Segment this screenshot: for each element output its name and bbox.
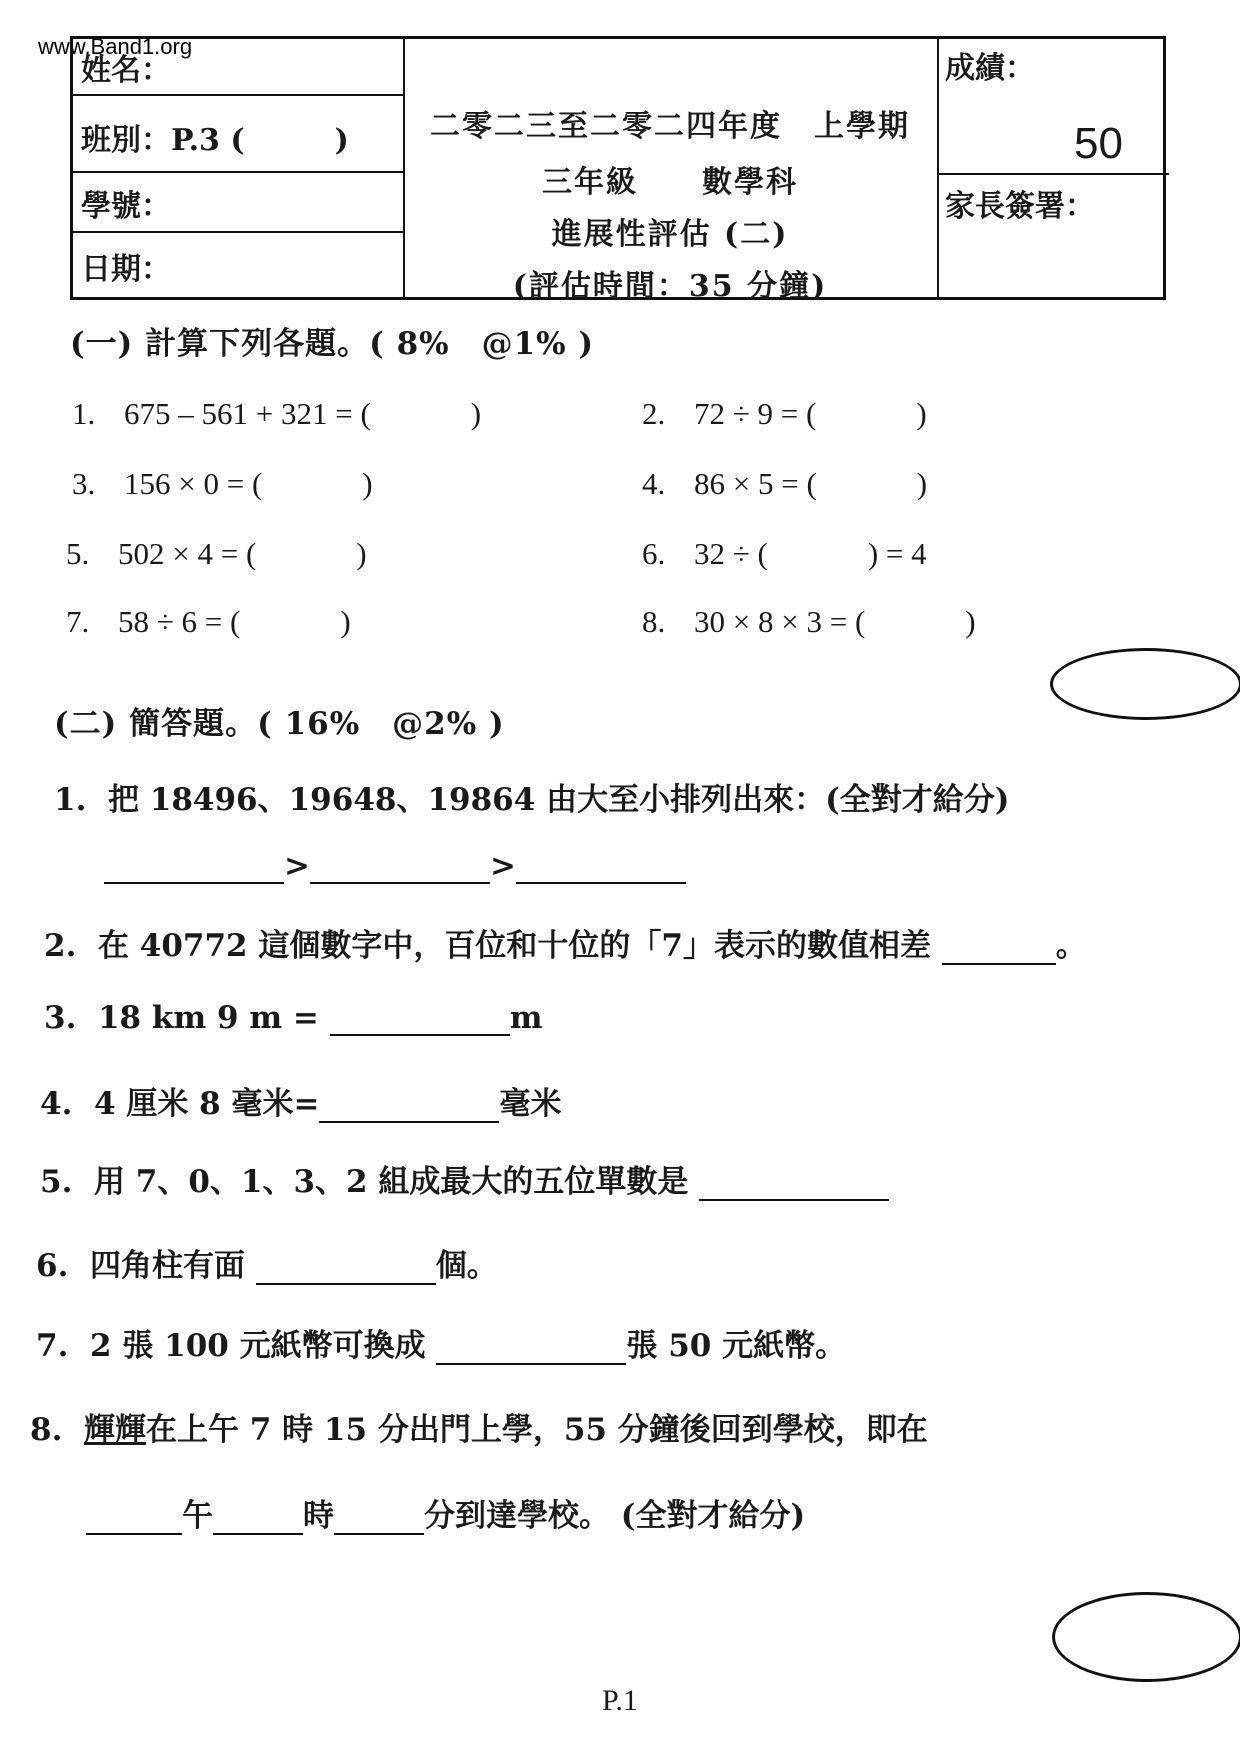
score-value: 50 <box>1074 119 1123 168</box>
title-line4: (評估時間：35 分鐘) <box>512 269 828 304</box>
divider <box>73 171 403 173</box>
question-1: 1. 把 18496、19648、19864 由大至小排列出來：(全對才給分) <box>54 782 1010 818</box>
calc-item-4: 4. 86 × 5 = ( ) <box>642 466 928 501</box>
score-label: 成績： <box>945 51 1035 86</box>
title-line2: 三年級 數學科 <box>542 165 798 200</box>
question-7: 7. 2 張 100 元紙幣可換成 張 50 元紙幣。 <box>36 1328 847 1364</box>
title-line1: 二零二三至二零二四年度 上學期 <box>430 109 910 144</box>
question-8-answer: 午 時 分到達學校。 (全對才給分) <box>86 1490 805 1535</box>
answer-blank[interactable] <box>516 852 686 884</box>
calc-item-2: 2. 72 ÷ 9 = ( ) <box>642 396 927 431</box>
section2-title: (二) 簡答題。( 16% @2% ) <box>54 706 505 742</box>
title-block <box>403 39 937 304</box>
calc-item-5: 5. 502 × 4 = ( ) <box>66 536 367 571</box>
score-circle <box>1052 1592 1240 1682</box>
divider <box>73 94 403 96</box>
name-label: 姓名： <box>81 53 171 88</box>
class-label: 班別：P.3 ( ) <box>81 123 349 158</box>
question-5: 5. 用 7、0、1、3、2 組成最大的五位單數是 <box>40 1156 889 1201</box>
answer-blank[interactable] <box>86 1503 182 1535</box>
answer-blank[interactable] <box>436 1333 626 1365</box>
divider <box>937 173 1169 175</box>
divider <box>73 231 403 233</box>
calc-item-7: 7. 58 ÷ 6 = ( ) <box>66 604 351 639</box>
answer-blank[interactable] <box>256 1253 436 1285</box>
header-table <box>70 36 1166 304</box>
calc-item-3: 3. 156 × 0 = ( ) <box>72 466 373 501</box>
question-8: 8. 輝輝在上午 7 時 15 分出門上學，55 分鐘後回到學校，即在 <box>30 1412 928 1448</box>
answer-blank[interactable] <box>699 1169 889 1201</box>
score-circle <box>1050 648 1240 720</box>
calc-item-6: 6. 32 ÷ ( ) = 4 <box>642 536 927 571</box>
date-label: 日期： <box>81 252 171 287</box>
watermark: www.Band1.org <box>38 34 193 59</box>
divider <box>937 39 939 297</box>
question-2: 2. 在 40772 這個數字中，百位和十位的「7」表示的數值相差 。 <box>44 928 1087 964</box>
student-name: 輝輝 <box>83 1412 146 1448</box>
student-no-label: 學號： <box>81 189 171 224</box>
answer-blank[interactable] <box>213 1503 303 1535</box>
question-6: 6. 四角柱有面 個。 <box>36 1248 498 1284</box>
calc-item-8: 8. 30 × 8 × 3 = ( ) <box>642 604 976 639</box>
calc-item-1: 1. 675 – 561 + 321 = ( ) <box>72 396 482 431</box>
question-1-answer: > > <box>104 848 686 884</box>
answer-blank[interactable] <box>310 852 490 884</box>
question-3: 3. 18 km 9 m = m <box>44 1000 543 1036</box>
question-4: 4. 4 厘米 8 毫米= 毫米 <box>40 1086 562 1122</box>
answer-blank[interactable] <box>334 1503 424 1535</box>
answer-blank[interactable] <box>330 1004 510 1036</box>
section1-title: (一) 計算下列各題。( 8% @1% ) <box>70 326 595 362</box>
page-number: P.1 <box>602 1684 638 1717</box>
answer-blank[interactable] <box>942 933 1056 965</box>
answer-blank[interactable] <box>319 1091 499 1123</box>
title-line3: 進展性評估 (二) <box>551 217 789 252</box>
parent-sign-label: 家長簽署： <box>945 189 1095 224</box>
answer-blank[interactable] <box>104 852 284 884</box>
